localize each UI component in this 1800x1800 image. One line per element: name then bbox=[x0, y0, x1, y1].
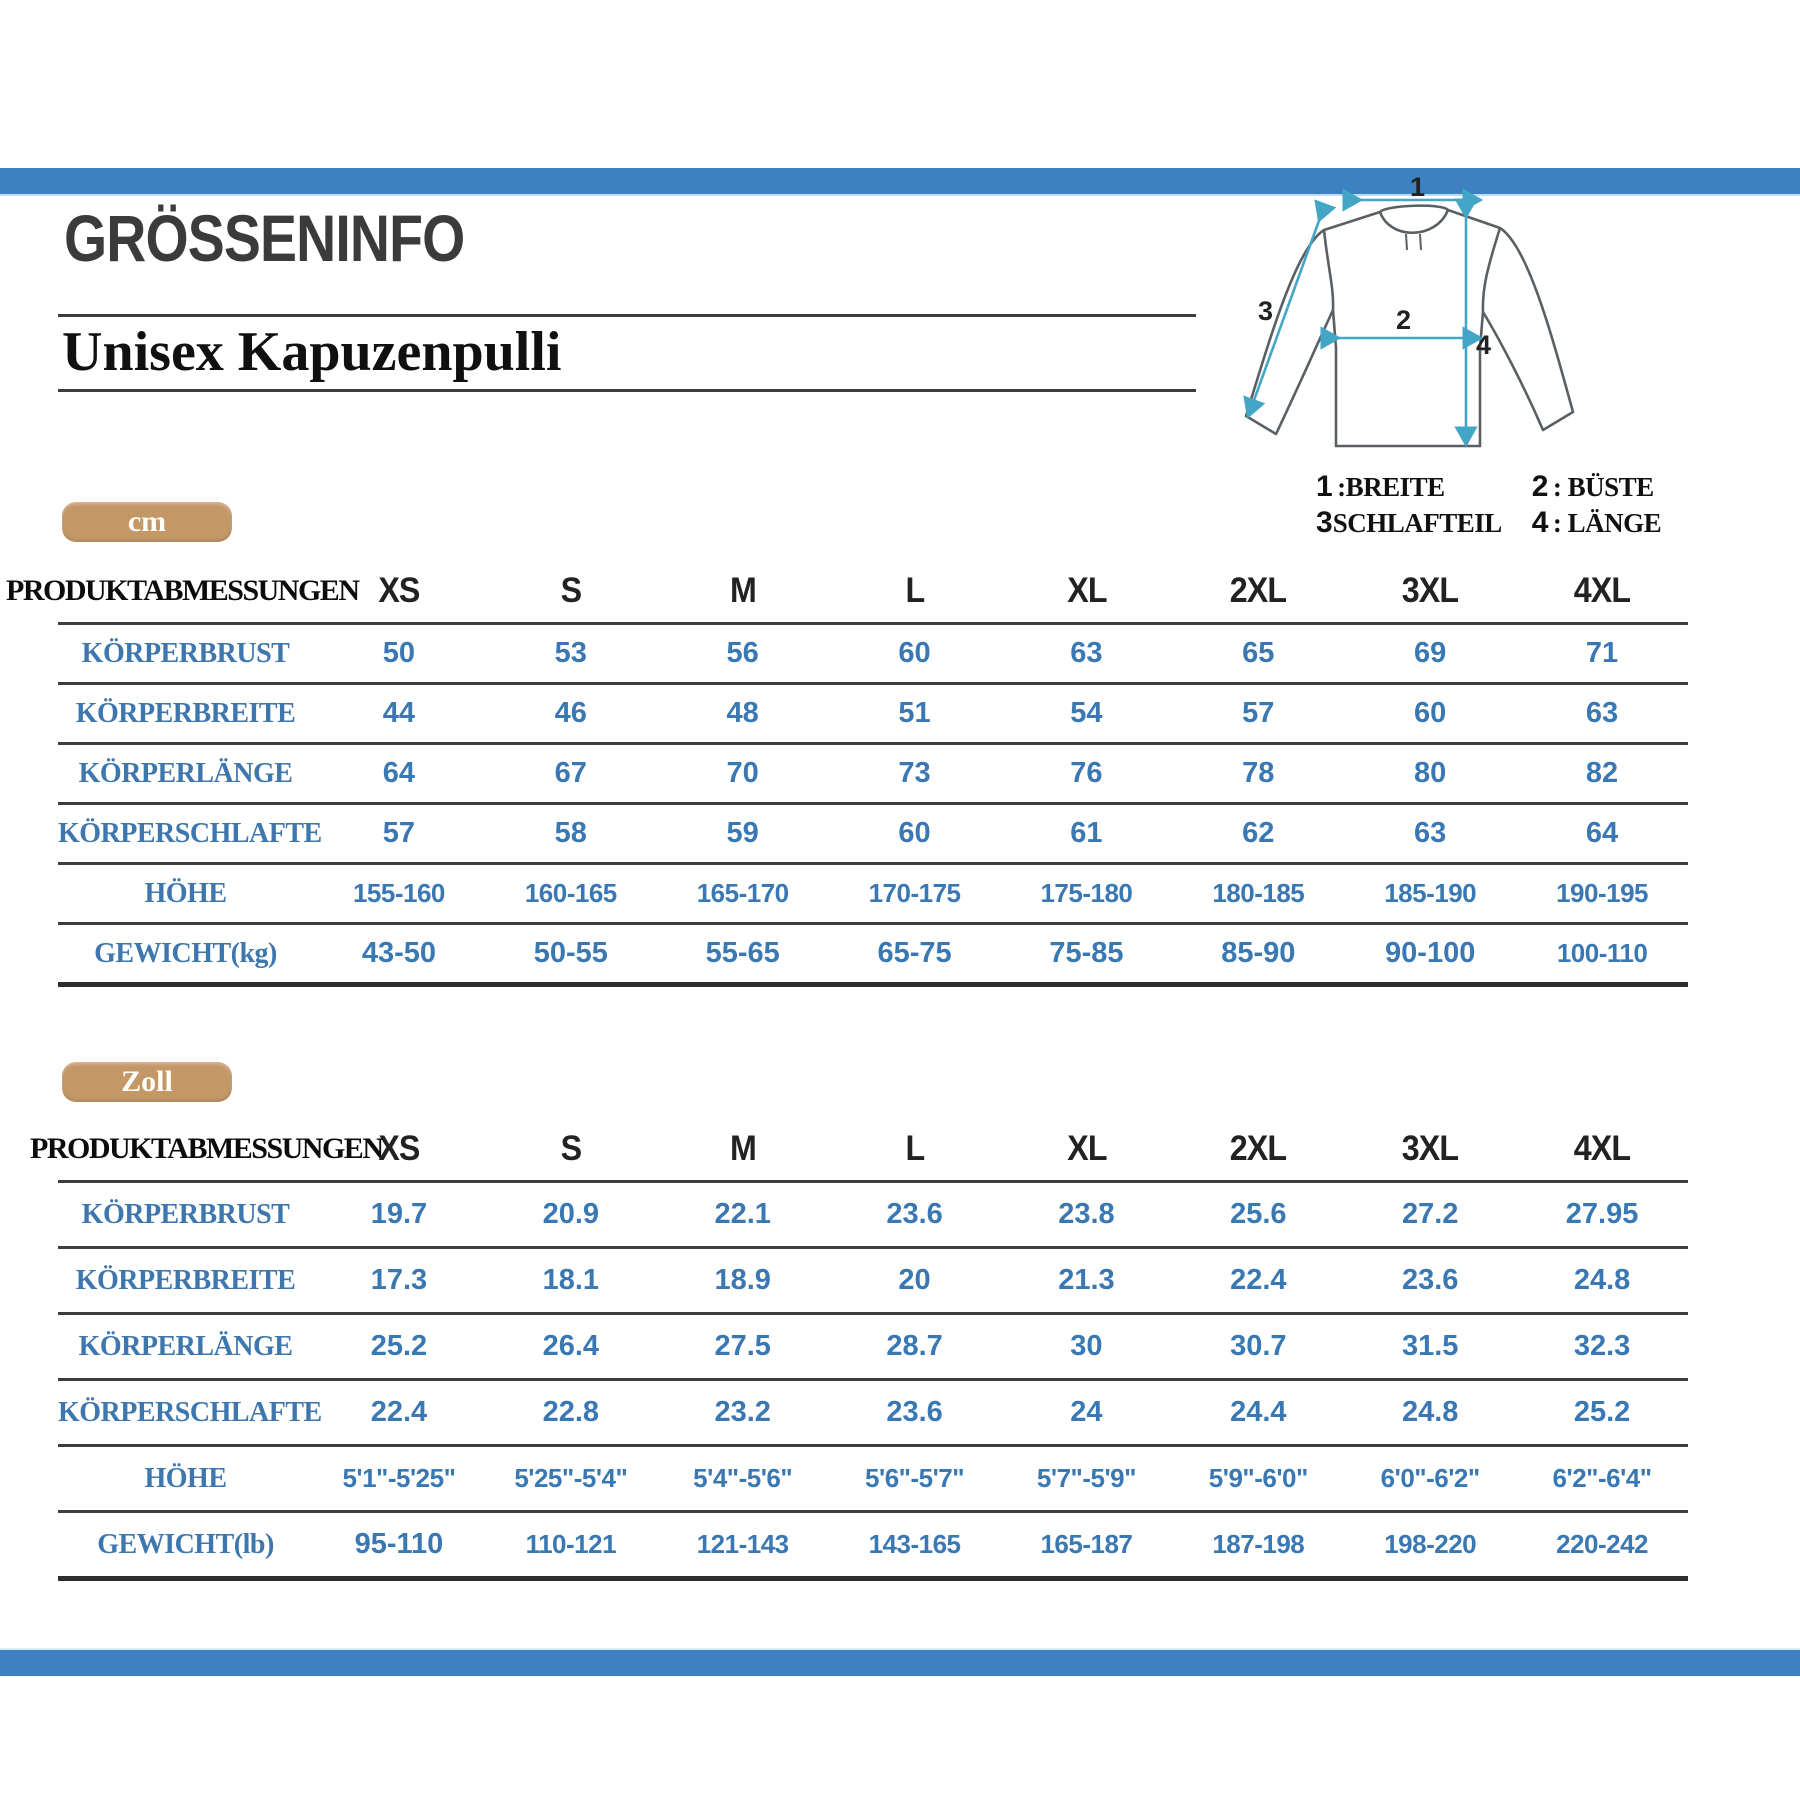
value-cell: 22.1 bbox=[714, 1198, 771, 1230]
arrow-label-3: 3 bbox=[1258, 296, 1274, 326]
table-row bbox=[58, 865, 1688, 925]
value-cell: 75-85 bbox=[1049, 937, 1124, 969]
value-cell: 78 bbox=[1242, 757, 1275, 789]
row-label: GEWICHT(lb) bbox=[97, 1528, 274, 1560]
table-row bbox=[58, 805, 1688, 865]
value-cell: 6'0"-6'2" bbox=[1380, 1463, 1480, 1493]
legend-label: SCHLAFTEIL bbox=[1332, 508, 1502, 538]
value-cell: 31.5 bbox=[1401, 1330, 1459, 1362]
size-column-header: 4XL bbox=[1573, 571, 1631, 610]
value-cell: 60 bbox=[1414, 697, 1447, 729]
row-label: KÖRPERSCHLAFTE bbox=[58, 817, 322, 849]
table-row bbox=[58, 1249, 1688, 1315]
table-row bbox=[58, 1447, 1688, 1513]
value-cell: 58 bbox=[554, 817, 587, 849]
legend-num: 3 bbox=[1316, 506, 1333, 539]
value-cell: 50 bbox=[382, 637, 416, 669]
value-cell: 22.4 bbox=[1230, 1264, 1287, 1296]
row-label: KÖRPERLÄNGE bbox=[78, 1330, 293, 1362]
value-cell: 22.8 bbox=[542, 1396, 600, 1428]
size-column-header: S bbox=[560, 1129, 582, 1168]
value-cell: 17.3 bbox=[370, 1264, 428, 1296]
legend-item-schlafteil bbox=[1316, 506, 1502, 540]
measurement-legend bbox=[1316, 470, 1661, 540]
size-column-header: L bbox=[905, 571, 924, 610]
legend-num: 4 bbox=[1531, 506, 1549, 539]
value-cell: 5'9"-6'0" bbox=[1208, 1463, 1308, 1493]
value-cell: 22.4 bbox=[370, 1396, 428, 1428]
value-cell: 82 bbox=[1585, 757, 1619, 789]
value-cell: 110-121 bbox=[525, 1529, 617, 1559]
value-cell: 44 bbox=[382, 697, 416, 729]
value-cell: 90-100 bbox=[1385, 937, 1476, 969]
value-cell: 121-143 bbox=[696, 1529, 789, 1559]
row-label: KÖRPERBRUST bbox=[81, 1198, 290, 1230]
row-label: HÖHE bbox=[144, 877, 227, 909]
table-row bbox=[58, 685, 1688, 745]
value-cell: 23.6 bbox=[1401, 1264, 1459, 1296]
value-cell: 59 bbox=[726, 817, 759, 849]
value-cell: 30.7 bbox=[1230, 1330, 1287, 1362]
value-cell: 6'2"-6'4" bbox=[1552, 1463, 1652, 1493]
value-cell: 57 bbox=[1242, 697, 1275, 729]
subtitle-underline bbox=[58, 389, 1196, 392]
value-cell: 73 bbox=[898, 757, 931, 789]
value-cell: 165-170 bbox=[696, 878, 789, 908]
value-cell: 61 bbox=[1070, 817, 1103, 849]
value-cell: 43-50 bbox=[361, 937, 437, 969]
value-cell: 46 bbox=[554, 697, 587, 729]
size-column-header: XS bbox=[378, 571, 420, 610]
size-column-header: 3XL bbox=[1402, 571, 1459, 610]
size-column-header: 3XL bbox=[1402, 1129, 1459, 1168]
value-cell: 23.6 bbox=[886, 1198, 943, 1230]
value-cell: 76 bbox=[1070, 757, 1103, 789]
legend-num: 2 bbox=[1531, 470, 1549, 503]
value-cell: 24 bbox=[1070, 1396, 1103, 1428]
value-cell: 60 bbox=[898, 817, 931, 849]
value-cell: 5'1"-5'25" bbox=[342, 1463, 456, 1493]
table-header-label: PRODUKTABMESSUNGEN bbox=[6, 574, 359, 607]
size-column-header: L bbox=[905, 1129, 924, 1168]
value-cell: 175-180 bbox=[1040, 878, 1133, 908]
value-cell: 55-65 bbox=[705, 937, 780, 969]
measurement-arrows bbox=[1249, 200, 1478, 442]
value-cell: 95-110 bbox=[354, 1528, 444, 1560]
value-cell: 64 bbox=[1585, 817, 1619, 849]
value-cell: 62 bbox=[1242, 817, 1275, 849]
value-cell: 5'7"-5'9" bbox=[1036, 1463, 1136, 1493]
legend-label: : BÜSTE bbox=[1552, 472, 1654, 502]
value-cell: 25.2 bbox=[1573, 1396, 1631, 1428]
value-cell: 21.3 bbox=[1058, 1264, 1115, 1296]
row-label: KÖRPERBREITE bbox=[75, 1264, 296, 1296]
value-cell: 20 bbox=[898, 1264, 931, 1296]
value-cell: 143-165 bbox=[868, 1529, 961, 1559]
size-column-header: M bbox=[729, 1129, 756, 1168]
value-cell: 25.2 bbox=[370, 1330, 428, 1362]
value-cell: 24.8 bbox=[1573, 1264, 1631, 1296]
value-cell: 56 bbox=[726, 637, 759, 669]
hoodie-diagram-icon bbox=[1128, 172, 1698, 468]
value-cell: 18.9 bbox=[714, 1264, 771, 1296]
value-cell: 63 bbox=[1070, 637, 1103, 669]
size-table-zoll bbox=[30, 1118, 1688, 1581]
value-cell: 20.9 bbox=[542, 1198, 600, 1230]
value-cell: 65 bbox=[1242, 637, 1275, 669]
legend-item-bueste bbox=[1532, 470, 1661, 504]
value-cell: 63 bbox=[1414, 817, 1447, 849]
unit-badge-cm: cm bbox=[62, 502, 232, 542]
value-cell: 28.7 bbox=[886, 1330, 943, 1362]
table-row bbox=[58, 745, 1688, 805]
value-cell: 5'6"-5'7" bbox=[865, 1463, 965, 1493]
value-cell: 5'25"-5'4" bbox=[514, 1463, 628, 1493]
value-cell: 170-175 bbox=[868, 878, 961, 908]
arrow-label-4: 4 bbox=[1476, 330, 1492, 360]
legend-label: :BREITE bbox=[1337, 472, 1445, 502]
value-cell: 80 bbox=[1414, 757, 1447, 789]
value-cell: 67 bbox=[554, 757, 587, 789]
value-cell: 5'4"-5'6" bbox=[693, 1463, 793, 1493]
value-cell: 165-187 bbox=[1040, 1529, 1133, 1559]
row-label: KÖRPERBRUST bbox=[81, 637, 290, 669]
value-cell: 27.95 bbox=[1565, 1198, 1639, 1230]
value-cell: 180-185 bbox=[1212, 878, 1305, 908]
value-cell: 100-110 bbox=[1556, 938, 1648, 968]
table-row bbox=[58, 925, 1688, 987]
page-title: GRÖSSENINFO bbox=[64, 201, 465, 275]
value-cell: 60 bbox=[898, 637, 931, 669]
value-cell: 19.7 bbox=[370, 1198, 428, 1230]
value-cell: 24.8 bbox=[1401, 1396, 1459, 1428]
value-cell: 25.6 bbox=[1230, 1198, 1287, 1230]
legend-num: 1 bbox=[1316, 470, 1333, 503]
table-row bbox=[58, 625, 1688, 685]
size-column-header: 2XL bbox=[1230, 1129, 1287, 1168]
value-cell: 155-160 bbox=[352, 878, 445, 908]
size-column-header: 2XL bbox=[1230, 571, 1287, 610]
value-cell: 63 bbox=[1585, 697, 1619, 729]
table-row bbox=[58, 1513, 1688, 1581]
value-cell: 53 bbox=[554, 637, 587, 669]
product-name: Unisex Kapuzenpulli bbox=[62, 321, 562, 383]
row-label: GEWICHT(kg) bbox=[94, 937, 277, 969]
value-cell: 24.4 bbox=[1230, 1396, 1287, 1428]
arrow-label-1: 1 bbox=[1410, 172, 1426, 202]
row-label: KÖRPERSCHLAFTE bbox=[58, 1396, 322, 1428]
value-cell: 65-75 bbox=[877, 937, 952, 969]
table-row bbox=[58, 1183, 1688, 1249]
table-row bbox=[58, 1381, 1688, 1447]
value-cell: 187-198 bbox=[1212, 1529, 1305, 1559]
table-header-label: PRODUKTABMESSUNGEN bbox=[30, 1132, 383, 1165]
size-column-header: XL bbox=[1066, 571, 1107, 610]
value-cell: 26.4 bbox=[542, 1330, 600, 1362]
value-cell: 32.3 bbox=[1573, 1330, 1631, 1362]
title-underline bbox=[58, 314, 1196, 317]
value-cell: 57 bbox=[382, 817, 416, 849]
value-cell: 30 bbox=[1070, 1330, 1103, 1362]
value-cell: 54 bbox=[1070, 697, 1103, 729]
table-row bbox=[58, 1315, 1688, 1381]
size-column-header: XS bbox=[378, 1129, 420, 1168]
value-cell: 198-220 bbox=[1384, 1529, 1477, 1559]
row-label: KÖRPERBREITE bbox=[75, 697, 296, 729]
value-cell: 18.1 bbox=[542, 1264, 600, 1296]
value-cell: 50-55 bbox=[533, 937, 608, 969]
value-cell: 185-190 bbox=[1384, 878, 1477, 908]
value-cell: 64 bbox=[382, 757, 416, 789]
table-header-row bbox=[6, 560, 1688, 625]
value-cell: 23.6 bbox=[886, 1396, 943, 1428]
value-cell: 70 bbox=[726, 757, 759, 789]
arrow-label-2: 2 bbox=[1396, 305, 1412, 335]
size-table-cm bbox=[6, 560, 1688, 987]
value-cell: 51 bbox=[898, 697, 931, 729]
size-column-header: M bbox=[729, 571, 756, 610]
value-cell: 48 bbox=[726, 697, 759, 729]
value-cell: 27.5 bbox=[714, 1330, 771, 1362]
unit-badge-zoll: Zoll bbox=[62, 1062, 232, 1102]
bottom-divider-bar bbox=[0, 1648, 1800, 1676]
value-cell: 190-195 bbox=[1556, 878, 1649, 908]
legend-item-breite bbox=[1316, 470, 1502, 504]
legend-label: : LÄNGE bbox=[1552, 508, 1662, 538]
row-label: HÖHE bbox=[144, 1462, 227, 1494]
value-cell: 27.2 bbox=[1401, 1198, 1459, 1230]
value-cell: 71 bbox=[1585, 637, 1619, 669]
value-cell: 220-242 bbox=[1556, 1529, 1649, 1559]
size-column-header: XL bbox=[1066, 1129, 1107, 1168]
size-column-header: S bbox=[560, 571, 582, 610]
row-label: KÖRPERLÄNGE bbox=[78, 757, 293, 789]
value-cell: 160-165 bbox=[524, 878, 617, 908]
value-cell: 23.2 bbox=[714, 1396, 771, 1428]
size-column-header: 4XL bbox=[1573, 1129, 1631, 1168]
legend-item-laenge bbox=[1532, 506, 1661, 540]
value-cell: 85-90 bbox=[1221, 937, 1296, 969]
value-cell: 23.8 bbox=[1058, 1198, 1115, 1230]
value-cell: 69 bbox=[1414, 637, 1447, 669]
table-header-row bbox=[30, 1118, 1688, 1183]
